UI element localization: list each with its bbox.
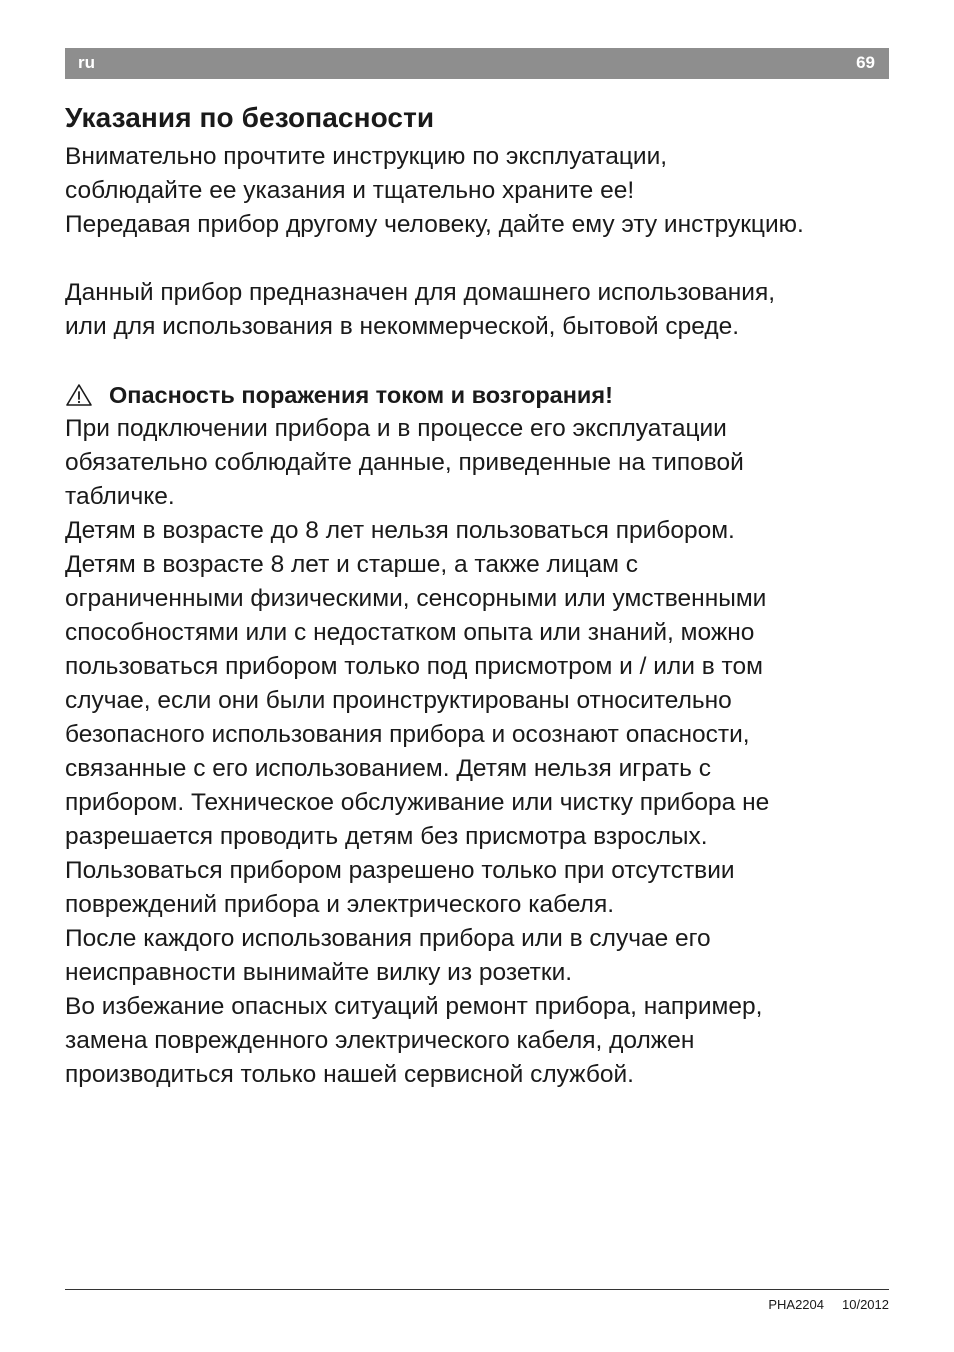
warning-heading: [65, 378, 905, 412]
warning-line: Во избежание опасных ситуаций ремонт прибора, например,: [65, 993, 763, 1020]
publication-date: 10/2012: [842, 1297, 889, 1312]
intro-paragraph: [65, 140, 905, 242]
warning-line: После каждого использования прибора или в случае его: [65, 925, 711, 952]
warning-line: повреждений прибора и электрического кабеля.: [65, 891, 615, 918]
warning-line: прибором. Техническое обслуживание или чистку прибора не: [65, 789, 770, 816]
warning-line: случае, если они были проинструктированы относительно: [65, 687, 732, 714]
intro-line: Внимательно прочтите инструкцию по эксплуатации,: [65, 143, 668, 170]
warning-line: пользоваться прибором только под присмотром и / или в том: [65, 653, 763, 680]
warning-line: производиться только нашей сервисной службой.: [65, 1061, 634, 1088]
warning-line: ограниченными физическими, сенсорными или умственными: [65, 585, 767, 612]
paragraph-gap: [65, 344, 905, 378]
page-header-bar: [65, 48, 889, 79]
page-number: 69: [856, 52, 875, 72]
warning-line: Пользоваться прибором разрешено только при отсутствии: [65, 857, 735, 884]
intro-line: соблюдайте ее указания и тщательно храните ее!: [65, 177, 635, 204]
warning-line: Детям в возрасте до 8 лет нельзя пользоваться прибором.: [65, 517, 735, 544]
paragraph-gap: [65, 242, 905, 276]
page-footer: [768, 1297, 889, 1312]
warning-line: способностями или с недостатком опыта или знаний, можно: [65, 619, 755, 646]
safety-section: [65, 96, 905, 1092]
warning-body: [65, 412, 905, 1092]
intro-line: Передавая прибор другому человеку, дайте ему эту инструкцию.: [65, 211, 804, 238]
section-title: Указания по безопасности: [65, 102, 435, 133]
usage-line: Данный прибор предназначен для домашнего использования,: [65, 279, 776, 306]
warning-line: связанные с его использованием. Детям нельзя играть с: [65, 755, 711, 782]
warning-line: неисправности вынимайте вилку из розетки.: [65, 959, 573, 986]
model-number: PHA2204: [768, 1297, 824, 1312]
warning-line: безопасного использования прибора и осознают опасности,: [65, 721, 750, 748]
warning-line: замена поврежденного электрического кабеля, должен: [65, 1027, 695, 1054]
warning-line: табличке.: [65, 483, 175, 510]
warning-line: Детям в возрасте 8 лет и старше, а также лицам с: [65, 551, 639, 578]
language-code: ru: [78, 52, 95, 72]
warning-triangle-icon: [65, 383, 93, 407]
usage-line: или для использования в некоммерческой, бытовой среде.: [65, 313, 740, 340]
warning-heading-text: Опасность поражения током и возгорания!: [109, 382, 613, 408]
footer-divider: [65, 1289, 889, 1290]
warning-line: При подключении прибора и в процессе его эксплуатации: [65, 415, 727, 442]
warning-line: разрешается проводить детям без присмотра взрослых.: [65, 823, 708, 850]
usage-paragraph: [65, 276, 905, 344]
warning-line: обязательно соблюдайте данные, приведенные на типовой: [65, 449, 744, 476]
